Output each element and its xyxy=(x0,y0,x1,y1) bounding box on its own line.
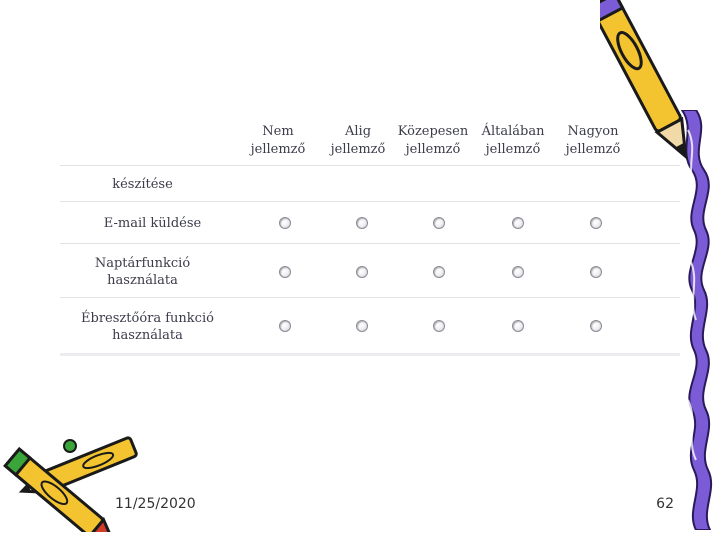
purple-ribbon-decoration xyxy=(676,110,720,530)
radio-naptar-nem[interactable] xyxy=(279,266,291,278)
radio-email-nagyon[interactable] xyxy=(590,217,602,229)
row-label: Ébresztőóra funkció használata xyxy=(81,311,214,343)
radio-ebreszto-kozepesen[interactable] xyxy=(433,320,445,332)
crossed-pencils-icon xyxy=(0,432,150,532)
survey-row-ebresztoora xyxy=(60,297,680,354)
radio-naptar-altalaban[interactable] xyxy=(512,266,524,278)
survey-header xyxy=(60,118,680,166)
column-header-kozepesen-jellemzo: Közepesen jellemző xyxy=(397,124,469,157)
survey-row-keszitese xyxy=(60,165,680,202)
radio-email-kozepesen[interactable] xyxy=(433,217,445,229)
page-number: 62 xyxy=(656,496,674,512)
radio-ebreszto-nagyon[interactable] xyxy=(590,320,602,332)
radio-email-alig[interactable] xyxy=(356,217,368,229)
radio-ebreszto-nem[interactable] xyxy=(279,320,291,332)
radio-ebreszto-alig[interactable] xyxy=(356,320,368,332)
column-header-altalaban-jellemzo: Általában jellemző xyxy=(481,124,545,157)
row-label: Naptárfunkció használata xyxy=(94,256,191,288)
radio-naptar-nagyon[interactable] xyxy=(590,266,602,278)
survey-table xyxy=(60,118,680,358)
column-header-nem-jellemzo: Nem jellemző xyxy=(250,124,306,157)
survey-row-naptarfunkcio xyxy=(60,243,680,298)
survey-row-email xyxy=(60,201,680,244)
table-bottom-divider xyxy=(60,353,680,356)
radio-ebreszto-altalaban[interactable] xyxy=(512,320,524,332)
radio-email-nem[interactable] xyxy=(279,217,291,229)
radio-email-altalaban[interactable] xyxy=(512,217,524,229)
row-label: készítése xyxy=(112,177,173,192)
row-label: E-mail küldése xyxy=(103,216,202,231)
radio-naptar-kozepesen[interactable] xyxy=(433,266,445,278)
column-header-nagyon-jellemzo: Nagyon jellemző xyxy=(565,124,621,157)
column-header-alig-jellemzo: Alig jellemző xyxy=(330,124,386,157)
footer-date: 11/25/2020 xyxy=(115,496,196,512)
radio-naptar-alig[interactable] xyxy=(356,266,368,278)
